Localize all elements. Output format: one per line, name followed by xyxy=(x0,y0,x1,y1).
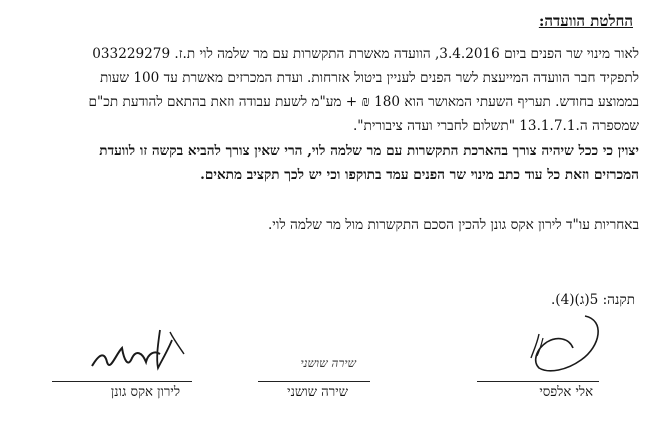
extension-note-paragraph xyxy=(7,139,639,187)
signatory-name: שירה שושני xyxy=(287,385,348,400)
regulation-reference: תקנה: 5(ג)(4). xyxy=(550,292,635,308)
signatory-name: לירון אקס גונן xyxy=(110,385,180,400)
paragraph-line: לאור מינוי שר הפנים ביום 3.4.2016, הוועדה מאשרת התקשרות עם מר שלמה לוי ת.ז. 033229279 xyxy=(92,46,639,62)
signature-block-shira xyxy=(258,310,370,400)
decision-paragraph xyxy=(7,42,639,138)
handwritten-signature-liron xyxy=(52,310,202,390)
signature-line xyxy=(52,381,192,382)
decision-heading: החלטת הוועדה: xyxy=(538,12,633,30)
paragraph-line: יצוין כי ככל שיהיה צורך בהארכת התקשרות עם מר שלמה לוי, הרי שאין צורך להביא בקשה זו לוועדת xyxy=(99,143,639,159)
handwritten-signature-shira: שירה שושני xyxy=(300,356,356,370)
responsibility-paragraph xyxy=(7,213,639,237)
signatory-name: אלי אלפסי xyxy=(539,385,593,400)
signature-block-liron xyxy=(52,310,192,400)
paragraph-line: המכרזים וזאת כל עוד כתב מינוי שר הפנים עמד בתוקפו וכי יש לכך תקציב מתאים. xyxy=(200,167,639,183)
paragraph-line: שמספרה ה.13.1.7.1 "תשלום לחברי ועדה ציבורית". xyxy=(352,118,639,134)
paragraph-line: באחריות עו"ד לירון אקס גונן להכין הסכם התקשרות מול מר שלמה לוי. xyxy=(267,217,639,233)
paragraph-line: בממוצע בחודש. תעריף השעתי המאושר הוא 180 ₪ + מע"מ לשעת עבודה וזאת בהתאם להודעת תכ"ם xyxy=(88,94,639,110)
handwritten-signature-eli xyxy=(477,310,607,390)
signature-line xyxy=(258,381,370,382)
signature-line xyxy=(477,381,599,382)
paragraph-line: לתפקיד חבר הוועדה המייעצת לשר הפנים לעניין ביטול אזרחות. ועדת המכרזים מאשרת עד 100 שעות xyxy=(99,70,639,86)
signature-block-eli xyxy=(477,310,599,400)
